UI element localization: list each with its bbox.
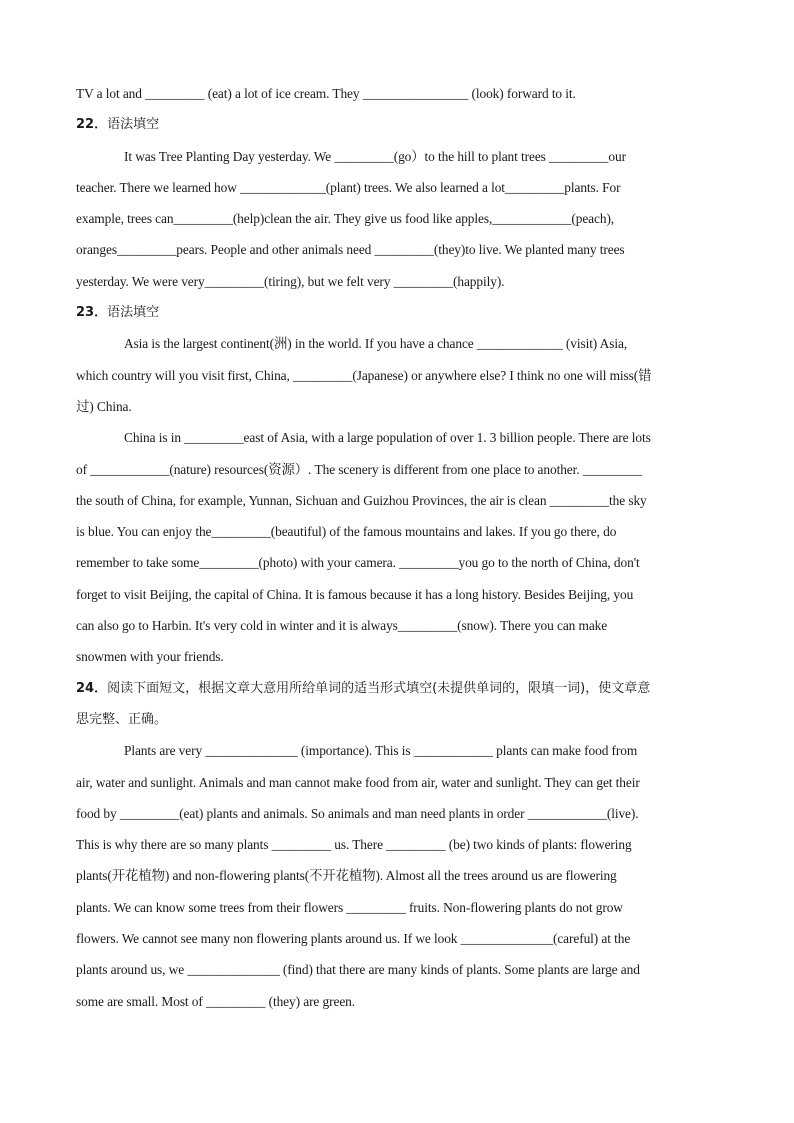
text-line: 过) China. [76,398,132,414]
text-line: TV a lot and _________ (eat) a lot of ice cream. They ________________ (look) forward to it. [76,86,576,101]
question-title: 语法填空 [107,117,160,133]
text-line: is blue. You can enjoy the_________(beautiful) of the famous mountains and lakes. If you go there, do [76,524,617,540]
text-line: flowers. We cannot see many non flowering plants around us. If we look ______________(careful) at the [76,931,631,947]
question-number: 24． [76,680,108,696]
text-line: Plants are very ______________ (importance). This is ____________ plants can make food from [124,743,638,759]
question-heading [76,109,718,140]
text-line: which country will you visit first, China, _________(Japanese) or anywhere else? I think no one will miss(错 [76,367,652,383]
text-line: plants around us, we ______________ (find) that there are many kinds of plants. Some plants are large and [76,962,640,978]
text-line: remember to take some_________(photo) with your camera. _________you go to the north of China, don't [76,555,640,571]
text-line: food by _________(eat) plants and animals. So animals and man need plants in order ____________(live). [76,805,639,821]
question-number: 23． [76,305,108,321]
question-title: 思完整、正确。 [76,711,168,727]
text-line: plants. We can know some trees from their flowers _________ fruits. Non-flowering plants do not grow [76,899,623,915]
text-line: some are small. Most of _________ (they) are green. [76,993,356,1009]
text-line: China is in _________east of Asia, with a large population of over 1. 3 billion people. There are lots [124,430,651,446]
question-heading [76,297,718,328]
text-line: oranges_________pears. People and other animals need _________(they)to live. We planted many trees [76,242,625,258]
text-line: teacher. There we learned how _____________(plant) trees. We also learned a lot_________plants. For [76,179,621,195]
text-line: snowmen with your friends. [76,649,224,665]
text-line: forget to visit Beijing, the capital of China. It is famous because it has a long history. Besides Beijing, you [76,586,634,602]
question-heading [76,673,718,704]
text-line: example, trees can_________(help)clean the air. They give us food like apples,____________(peach), [76,211,615,227]
text-line: yesterday. We were very_________(tiring), but we felt very _________(happily). [76,273,505,289]
question-title: 语法填空 [107,305,160,321]
question-heading [76,704,718,735]
text-line: the south of China, for example, Yunnan, Sichuan and Guizhou Provinces, the air is clean _________the sky [76,492,647,508]
question-number: 22． [76,117,108,133]
text-line: of ____________(nature) resources(资源）. The scenery is different from one place to another. _________ [76,461,643,477]
text-line: It was Tree Planting Day yesterday. We _________(go）to the hill to plant trees _________our [124,148,626,164]
text-line: can also go to Harbin. It's very cold in winter and it is always_________(snow). There you can make [76,618,608,634]
text-line: air, water and sunlight. Animals and man cannot make food from air, water and sunlight. They can get their [76,774,640,790]
question-title: 阅读下面短文，根据文章大意用所给单词的适当形式填空(未提供单词的，限填一词)，使文章意 [107,680,651,696]
text-line: plants(开花植物) and non-flowering plants(不开花植物). Almost all the trees around us are flowering [76,868,617,884]
text-line: This is why there are so many plants _________ us. There _________ (be) two kinds of plants: flowering [76,837,632,853]
text-line: Asia is the largest continent(洲) in the world. If you have a chance _____________ (visit) Asia, [124,336,628,352]
